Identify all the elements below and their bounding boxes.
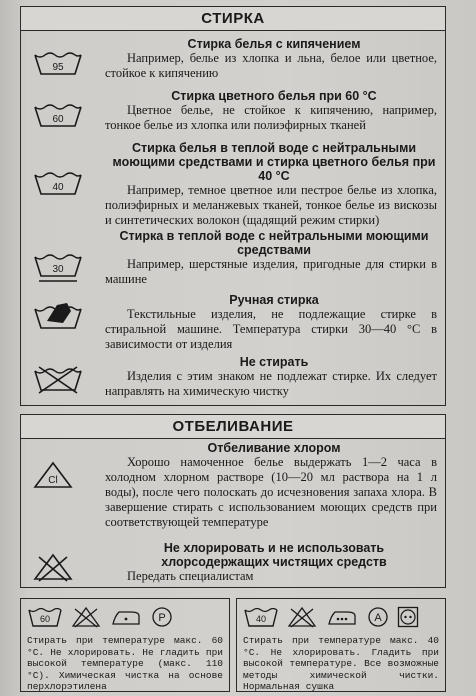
wash-40-icon (243, 606, 279, 628)
wash-item-60 (21, 89, 445, 133)
svg-text:40: 40 (52, 182, 64, 193)
item-text: Передать специалистам (127, 569, 254, 583)
wash-30-gentle-icon (33, 253, 83, 285)
wash-95-icon (33, 51, 83, 77)
do-not-bleach-icon (287, 606, 317, 628)
bleach-title: ОТБЕЛИВАНИЕ (21, 415, 445, 439)
item-heading: Стирка цветного белья при 60 °С (171, 89, 377, 103)
do-not-bleach-icon (71, 606, 101, 628)
item-text: Текстильные изделия, не подлежащие стирке в стиральной машине. Температура стирки 30—40 °С в зависимости от изделия (105, 307, 437, 351)
example-icons (243, 603, 439, 631)
item-text: Изделия с этим знаком не подлежат стирке. Их следует направлять на химическую чистку (105, 369, 437, 398)
bleach-item-chlorine (21, 441, 445, 530)
item-heading: Отбеливание хлором (207, 441, 341, 455)
wash-item-hand (21, 293, 445, 352)
wash-40-icon (33, 171, 83, 197)
dry-clean-a-icon (367, 606, 389, 628)
hand-wash-icon (33, 301, 83, 331)
example-icons (27, 603, 223, 631)
item-text: Например, шерстяные изделия, пригодные для стирки в машине (105, 257, 437, 286)
example-text: Стирать при температуре макс. 60 °С. Не хлорировать. Не гладить при высокой температуре (макс. 110 °С). Химическая чистка на основе перхлорэтилена (27, 635, 223, 692)
item-heading: Стирка в теплой воде с нейтральными моющими средствами (119, 229, 429, 257)
wash-item-30 (21, 229, 445, 287)
chlorine-bleach-icon (33, 461, 73, 489)
tumble-dry-icon (397, 606, 419, 628)
svg-text:A: A (374, 612, 382, 624)
bleach-section (20, 414, 446, 588)
svg-text:95: 95 (52, 62, 64, 73)
do-not-wash-icon (33, 365, 83, 395)
item-heading: Не стирать (239, 355, 309, 369)
iron-low-icon (109, 606, 143, 628)
wash-item-no-wash (21, 355, 445, 399)
svg-text:40: 40 (255, 614, 267, 624)
item-heading: Ручная стирка (229, 293, 319, 307)
wash-item-40 (21, 141, 445, 228)
wash-60-icon (33, 103, 83, 129)
item-heading: Стирка белья в теплой воде с нейтральными моющими средствами и стирка цветного белья при 40 °С (112, 141, 436, 183)
example-panels (20, 598, 446, 692)
dry-clean-p-icon (151, 606, 173, 628)
svg-text:Cl: Cl (48, 475, 58, 486)
wash-title: СТИРКА (21, 7, 445, 31)
example-text: Стирать при температуре макс. 40 °С. Не хлорировать. Гладить при высокой температуре. Все возможные методы химической чистки. Нормальная сушка (243, 635, 439, 692)
wash-60-icon (27, 606, 63, 628)
item-text: Хорошо намоченное белье выдержать 1—2 часа в холодном хлорном растворе (10—20 мл раствора на 1 л воды), после чего полоскать до исчезновения запаха хлора. В завершение стирать с использованием моющих средств при соответствующей температуре (105, 455, 437, 529)
do-not-bleach-icon (33, 553, 73, 583)
wash-item-boil (21, 37, 445, 81)
example-panel-right (236, 598, 446, 692)
item-text: Например, темное цветное или пестрое белье из хлопка, полиэфирных и меланжевых тканей, тонкое белье из вискозы и синтетических волокон (щадящий режим стирки) (105, 183, 437, 227)
svg-text:60: 60 (39, 614, 51, 624)
iron-high-icon (325, 606, 359, 628)
item-text: Например, белье из хлопка и льна, белое или цветное, стойкое к кипячению (105, 51, 437, 80)
svg-text:30: 30 (52, 264, 64, 275)
item-text: Цветное белье, не стойкое к кипячению, например, тонкое белье из хлопка или полиэфирных тканей (105, 103, 437, 132)
example-panel-left (20, 598, 230, 692)
bleach-item-no-chlorine (21, 541, 445, 584)
item-heading: Стирка белья с кипячением (187, 37, 361, 51)
item-heading: Не хлорировать и не использовать хлорсодержащих чистящих средств (161, 541, 387, 569)
wash-section (20, 6, 446, 406)
svg-text:60: 60 (52, 114, 64, 125)
svg-text:P: P (158, 612, 166, 624)
